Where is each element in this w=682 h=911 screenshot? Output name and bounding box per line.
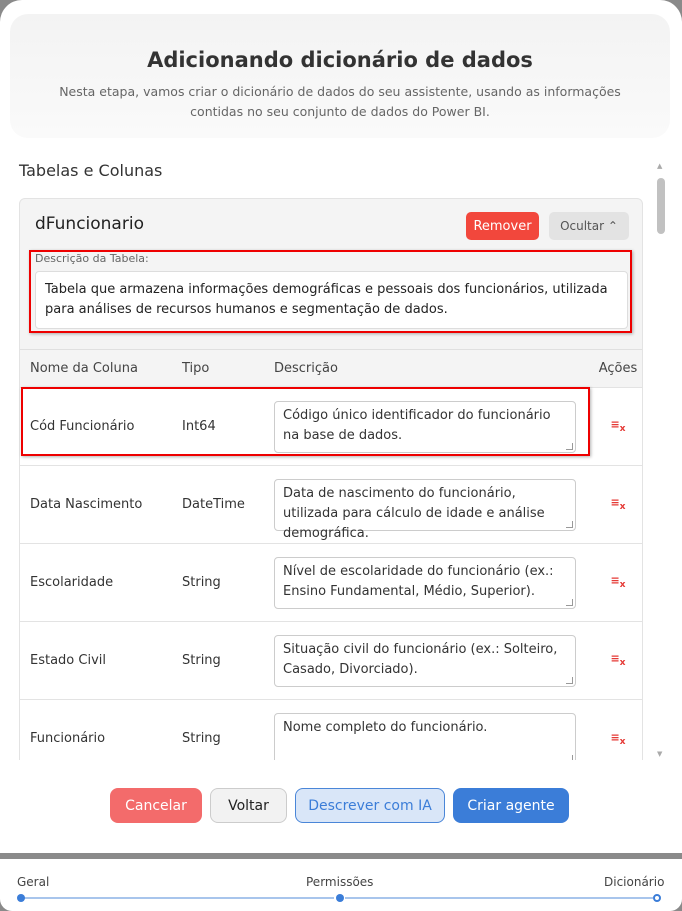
remove-column-icon[interactable]: $\equiv_x$: [610, 574, 626, 591]
table-row: [20, 544, 642, 622]
remove-column-icon[interactable]: $\equiv_x$: [610, 652, 626, 669]
column-name: Funcionário: [20, 700, 182, 761]
table-name: dFuncionario: [35, 214, 144, 234]
remove-column-icon[interactable]: $\equiv_x$: [610, 730, 626, 747]
column-type: Int64: [182, 388, 274, 466]
column-description-input[interactable]: Situação civil do funcionário (ex.: Solteiro, Casado, Divorciado).: [274, 635, 576, 687]
column-type: String: [182, 622, 274, 700]
table-description-label: Descrição da Tabela:: [35, 252, 149, 265]
scrollbar[interactable]: ▲ ▼: [655, 160, 668, 760]
highlight-box-row: [21, 387, 590, 456]
chevron-up-icon: ⌃: [607, 219, 618, 233]
column-name: Estado Civil: [20, 622, 182, 700]
page-subtitle: Nesta etapa, vamos criar o dicionário de dados do seu assistente, usando as informações contidas no seu conjunto de dados do Power BI.: [59, 84, 621, 119]
modal-header: [10, 14, 670, 138]
step-dot-done: [336, 894, 344, 902]
cancel-button[interactable]: Cancelar: [110, 788, 202, 823]
section-title: Tabelas e Colunas: [19, 161, 163, 180]
step-dot-current: [653, 894, 661, 902]
column-description-input[interactable]: Nome completo do funcionário.: [274, 713, 576, 760]
stepper: [0, 859, 682, 911]
col-header-type: Tipo: [182, 350, 274, 388]
column-name: Data Nascimento: [20, 466, 182, 544]
back-button[interactable]: Voltar: [210, 788, 287, 823]
col-header-actions: Ações: [594, 350, 642, 388]
step-line: [24, 897, 334, 899]
remove-table-button[interactable]: Remover: [466, 212, 539, 240]
hide-table-button[interactable]: [549, 212, 629, 240]
column-description-input[interactable]: Código único identificador do funcionário na base de dados.: [274, 401, 576, 453]
col-header-name: Nome da Coluna: [20, 350, 182, 388]
col-header-desc: Descrição: [274, 350, 594, 388]
remove-column-icon[interactable]: $\equiv_x$: [610, 418, 626, 435]
page-title: Adicionando dicionário de dados: [147, 48, 533, 72]
column-type: String: [182, 700, 274, 761]
column-type: String: [182, 544, 274, 622]
table-row: [20, 700, 642, 761]
column-name: Escolaridade: [20, 544, 182, 622]
hide-label: Ocultar: [560, 219, 605, 233]
step-dot-done: [17, 894, 25, 902]
step-line: [345, 897, 653, 899]
column-type: DateTime: [182, 466, 274, 544]
create-agent-button[interactable]: Criar agente: [453, 788, 569, 823]
step-dicionario[interactable]: Dicionário: [604, 875, 665, 889]
table-card: [19, 198, 643, 760]
remove-column-icon[interactable]: $\equiv_x$: [610, 496, 626, 513]
column-description-input[interactable]: Data de nascimento do funcionário, utilizada para cálculo de idade e análise demográfica.: [274, 479, 576, 531]
step-permissoes[interactable]: Permissões: [306, 875, 374, 889]
table-row: [20, 466, 642, 544]
describe-ai-button[interactable]: Descrever com IA: [295, 788, 445, 823]
tables-scroll-area[interactable]: [19, 198, 643, 760]
column-name: Cód Funcionário: [20, 388, 182, 466]
table-row: [20, 622, 642, 700]
highlight-box: [29, 250, 632, 333]
column-description-input[interactable]: Nível de escolaridade do funcionário (ex.: Ensino Fundamental, Médio, Superior).: [274, 557, 576, 609]
step-geral[interactable]: Geral: [17, 875, 50, 889]
table-description-input[interactable]: Tabela que armazena informações demográficas e pessoais dos funcionários, utilizada para análises de recursos humanos e segmentação de dados.: [35, 271, 628, 329]
